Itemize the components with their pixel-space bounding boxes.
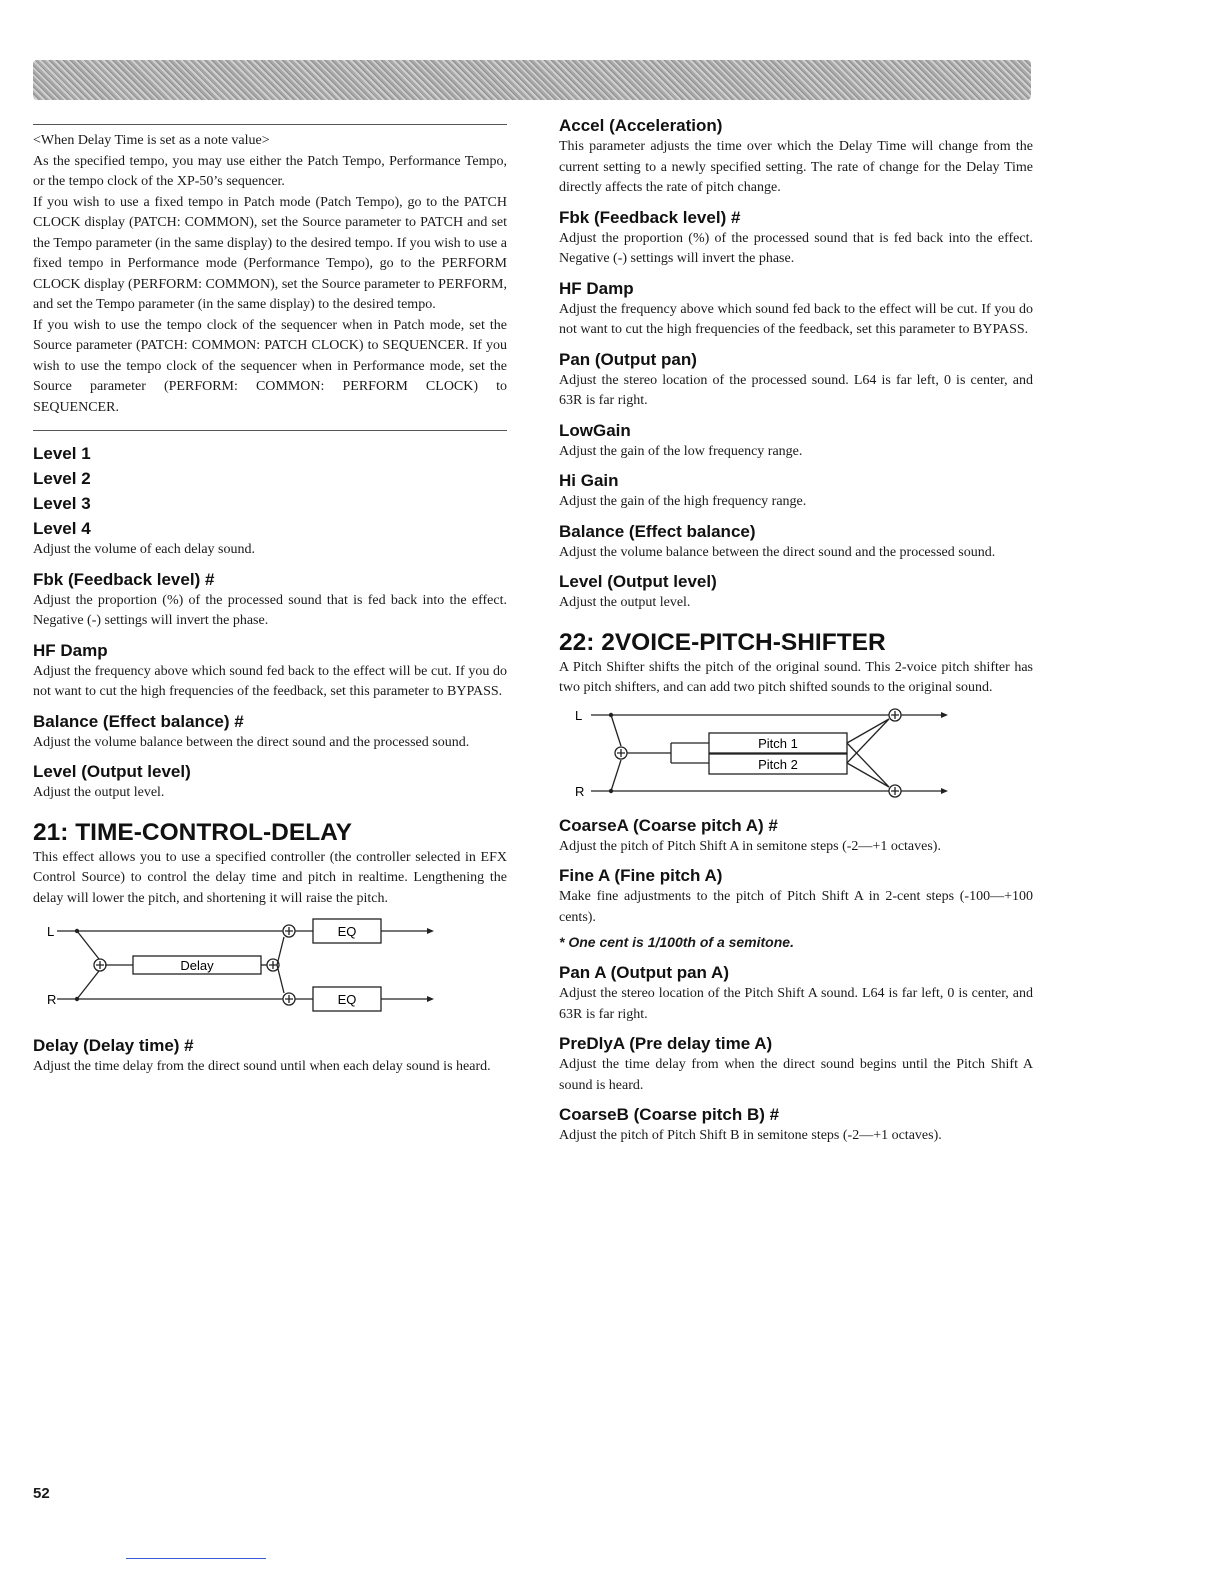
- note-heading: <When Delay Time is set as a note value>: [33, 133, 270, 148]
- diagram-label-l: L: [575, 707, 583, 723]
- delay-time-heading: Delay (Delay time) #: [33, 1036, 194, 1055]
- hf-damp-heading-right: HF Damp: [559, 278, 634, 298]
- pan-heading: Pan (Output pan): [559, 349, 697, 369]
- level-4-heading: Level 4: [33, 519, 91, 538]
- finea-description: Make fine adjustments to the pitch of Pitch Shift A in 2-cent steps (-100—+100 cents).: [559, 889, 1033, 925]
- diagram-pitch2-label: Pitch 2: [758, 756, 798, 772]
- accel-heading: Accel (Acceleration): [559, 116, 723, 135]
- finea-heading: Fine A (Fine pitch A): [559, 866, 723, 885]
- fbk-description-right: Adjust the proportion (%) of the processed sound that is fed back into the effect. Negative (-) settings will invert the phase.: [559, 230, 1033, 266]
- pitch-shifter-diagram: [559, 703, 1033, 807]
- diagram-label-l: L: [47, 924, 55, 939]
- cent-note: * One cent is 1/100th of a semitone.: [559, 934, 794, 950]
- balance-description: Adjust the volume balance between the direct sound and the processed sound.: [33, 734, 470, 750]
- predlya-description: Adjust the time delay from when the direct sound begins until the Pitch Shift A sound is heard.: [559, 1057, 1033, 1093]
- arrow-icon: [427, 928, 434, 934]
- predlya-heading: PreDlyA (Pre delay time A): [559, 1034, 773, 1053]
- header-banner: [33, 60, 1031, 100]
- note-paragraph-2: If you wish to use a fixed tempo in Patch mode (Patch Tempo), go to the PATCH CLOCK display (PATCH: COMMON), set the Source parameter to PATCH and set the Tempo parameter (in the same display) to the desired tempo. If you wish to use a fixed tempo in Performance mode (Performance Tempo), go to the PERFORM CLOCK display (PERFORM: COMMON), set the Source parameter to PERFORM, and set the Tempo parameter (in the same display) to the desired tempo.: [33, 194, 507, 312]
- page-number: 52: [33, 1485, 50, 1502]
- higain-heading: Hi Gain: [559, 471, 619, 490]
- hf-damp-heading: HF Damp: [33, 640, 108, 660]
- accel-description: This parameter adjusts the time over which the Delay Time will change from the current setting to a newly specified setting. The rate of change for the Delay Time directly affects the rate of pitch change.: [559, 139, 1033, 195]
- diagram-pitch1-label: Pitch 1: [758, 735, 798, 751]
- hf-damp-description: Adjust the frequency above which sound fed back to the effect will be cut. If you do not want to cut the high frequencies of the feedback, set this parameter to BYPASS.: [33, 663, 507, 699]
- section-21-description: This effect allows you to use a specified controller (the controller selected in EFX Control Source) to control the delay time and pitch in realtime. Lengthening the delay will lower the pitch, and shortening it will raise the pitch.: [33, 849, 507, 906]
- level-description: Adjust the volume of each delay sound.: [33, 542, 256, 557]
- note-bottom-rule: [33, 430, 507, 431]
- diagram-delay-label: Delay: [180, 958, 214, 973]
- level-output-heading-right: Level (Output level): [559, 572, 717, 591]
- level-output-description: Adjust the output level.: [33, 785, 165, 800]
- arrow-icon: [941, 788, 948, 794]
- diagram-label-r: R: [47, 992, 57, 1007]
- time-control-delay-diagram: [33, 915, 507, 1027]
- note-paragraph-1: As the specified tempo, you may use either the Patch Tempo, Performance Tempo, or the tempo clock of the XP-50’s sequencer.: [33, 153, 507, 189]
- section-22-title: 22: 2VOICE-PITCH-SHIFTER: [559, 628, 886, 656]
- pana-description: Adjust the stereo location of the Pitch Shift A sound. L64 is far left, 0 is center, and 63R is far right.: [559, 986, 1033, 1022]
- coarsea-description: Adjust the pitch of Pitch Shift A in semitone steps (-2—+1 octaves).: [559, 838, 941, 854]
- left-column: [33, 112, 507, 1078]
- arrow-icon: [941, 712, 948, 718]
- fbk-heading-right: Fbk (Feedback level) #: [559, 207, 741, 227]
- level-output-description-right: Adjust the output level.: [559, 595, 691, 610]
- fbk-description: Adjust the proportion (%) of the processed sound that is fed back into the effect. Negative (-) settings will invert the phase.: [33, 592, 507, 628]
- coarseb-heading: CoarseB (Coarse pitch B) #: [559, 1105, 780, 1124]
- hf-damp-description-right: Adjust the frequency above which sound fed back to the effect will be cut. If you do not want to cut the high frequencies of the feedback, set this parameter to BYPASS.: [559, 301, 1033, 337]
- higain-description: Adjust the gain of the high frequency range.: [559, 494, 807, 509]
- coarseb-description: Adjust the pitch of Pitch Shift B in semitone steps (-2—+1 octaves).: [559, 1128, 942, 1143]
- diagram-eq-label-top: EQ: [337, 924, 357, 939]
- lowgain-heading: LowGain: [559, 420, 631, 440]
- section-21-title: 21: TIME-CONTROL-DELAY: [33, 818, 352, 846]
- lowgain-description: Adjust the gain of the low frequency range.: [559, 443, 803, 459]
- fbk-heading: Fbk (Feedback level) #: [33, 569, 215, 589]
- level-output-heading: Level (Output level): [33, 762, 191, 781]
- pan-description: Adjust the stereo location of the processed sound. L64 is far left, 0 is center, and 63R is far right.: [559, 372, 1033, 408]
- level-3-heading: Level 3: [33, 494, 91, 513]
- right-column: [559, 112, 1033, 1147]
- balance-heading-right: Balance (Effect balance): [559, 521, 756, 541]
- section-22-description: A Pitch Shifter shifts the pitch of the original sound. This 2-voice pitch shifter has two pitch shifters, and can add two pitch shifted sounds to the original sound.: [559, 659, 1033, 695]
- note-paragraph-3: If you wish to use the tempo clock of the sequencer when in Patch mode, set the Source parameter (PATCH: COMMON: PATCH CLOCK) to SEQUENCER. If you wish to use the tempo clock of the sequencer when in Performance mode, set the Source parameter (PERFORM: COMMON: PERFORM CLOCK) to SEQUENCER.: [33, 317, 507, 415]
- level-2-heading: Level 2: [33, 469, 91, 488]
- footer-rule: [126, 1558, 266, 1559]
- diagram-label-r: R: [575, 783, 585, 799]
- level-1-heading: Level 1: [33, 444, 91, 463]
- note-top-rule: [33, 124, 507, 125]
- diagram-eq-label-bottom: EQ: [337, 992, 357, 1007]
- pana-heading: Pan A (Output pan A): [559, 963, 729, 982]
- delay-time-description: Adjust the time delay from the direct sound until when each delay sound is heard.: [33, 1059, 491, 1074]
- balance-description-right: Adjust the volume balance between the direct sound and the processed sound.: [559, 544, 996, 560]
- coarsea-heading: CoarseA (Coarse pitch A) #: [559, 815, 778, 835]
- balance-heading: Balance (Effect balance) #: [33, 711, 244, 731]
- arrow-icon: [427, 996, 434, 1002]
